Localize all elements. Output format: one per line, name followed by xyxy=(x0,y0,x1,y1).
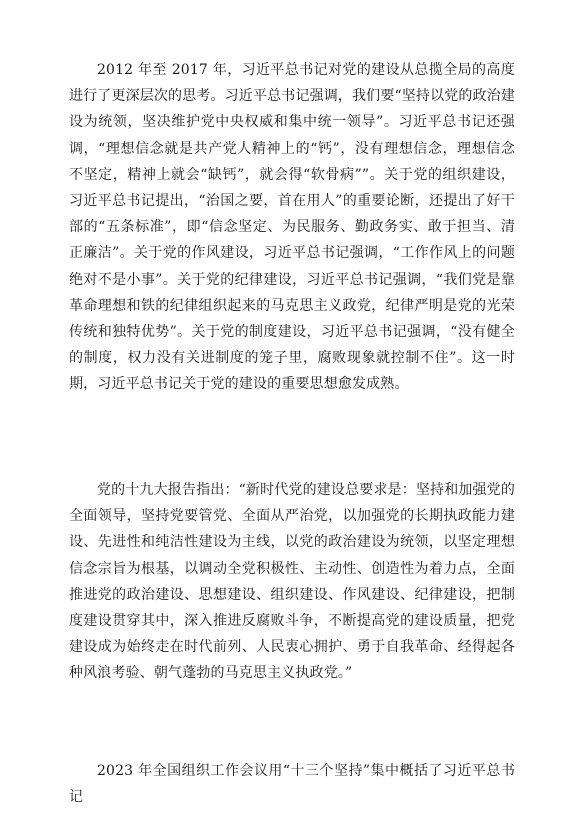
paragraph-party-building-2012-2017: 2012 年至 2017 年，习近平总书记对党的建设从总揽全局的高度进行了更深层次的思考。习近平总书记强调，我们要“坚持以党的政治建设为统领，坚决维护党中央权威和集中统一领导”。习近平总书记还强调，“理想信念就是共产党人精神上的“钙”，没有理想信念，理想信念不坚定，精神上就会“缺钙”，就会得“软骨病””。关于党的组织建设，习近平总书记提出，“治国之要，首在用人”的重要论断，还提出了好干部的“五条标准”，即“信念坚定、为民服务、勤政务实、敢于担当、清正廉洁”。关于党的作风建设，习近平总书记强调，“工作作风上的问题绝对不是小事”。关于党的纪律建设，习近平总书记强调，“我们党是靠革命理想和铁的纪律组织起来的马克思主义政党，纪律严明是党的光荣传统和独特优势”。关于党的制度建设，习近平总书记强调，“没有健全的制度，权力没有关进制度的笼子里，腐败现象就控制不住”。这一时期，习近平总书记关于党的建设的重要思想愈发成熟。 xyxy=(69,62,515,393)
paragraph-2023-organization-conference: 2023 年全国组织工作会议用“十三个坚持”集中概括了习近平总书记 xyxy=(69,763,515,806)
paragraph-19th-congress-report: 党的十九大报告指出：“新时代党的建设总要求是：坚持和加强党的全面领导，坚持党要管党、全面从严治党，以加强党的长期执政能力建设、先进性和纯洁性建设为主线，以党的政治建设为统领，以坚定理想信念宗旨为根基，以调动全党积极性、主动性、创造性为着力点，全面推进党的政治建设、思想建设、组织建设、作风建设、纪律建设，把制度建设贯穿其中，深入推进反腐败斗争，不断提高党的建设质量，把党建设成为始终走在时代前列、人民衷心拥护、勇于自我革命、经得起各种风浪考验、朝气蓬勃的马克思主义执政党。” xyxy=(69,482,515,682)
